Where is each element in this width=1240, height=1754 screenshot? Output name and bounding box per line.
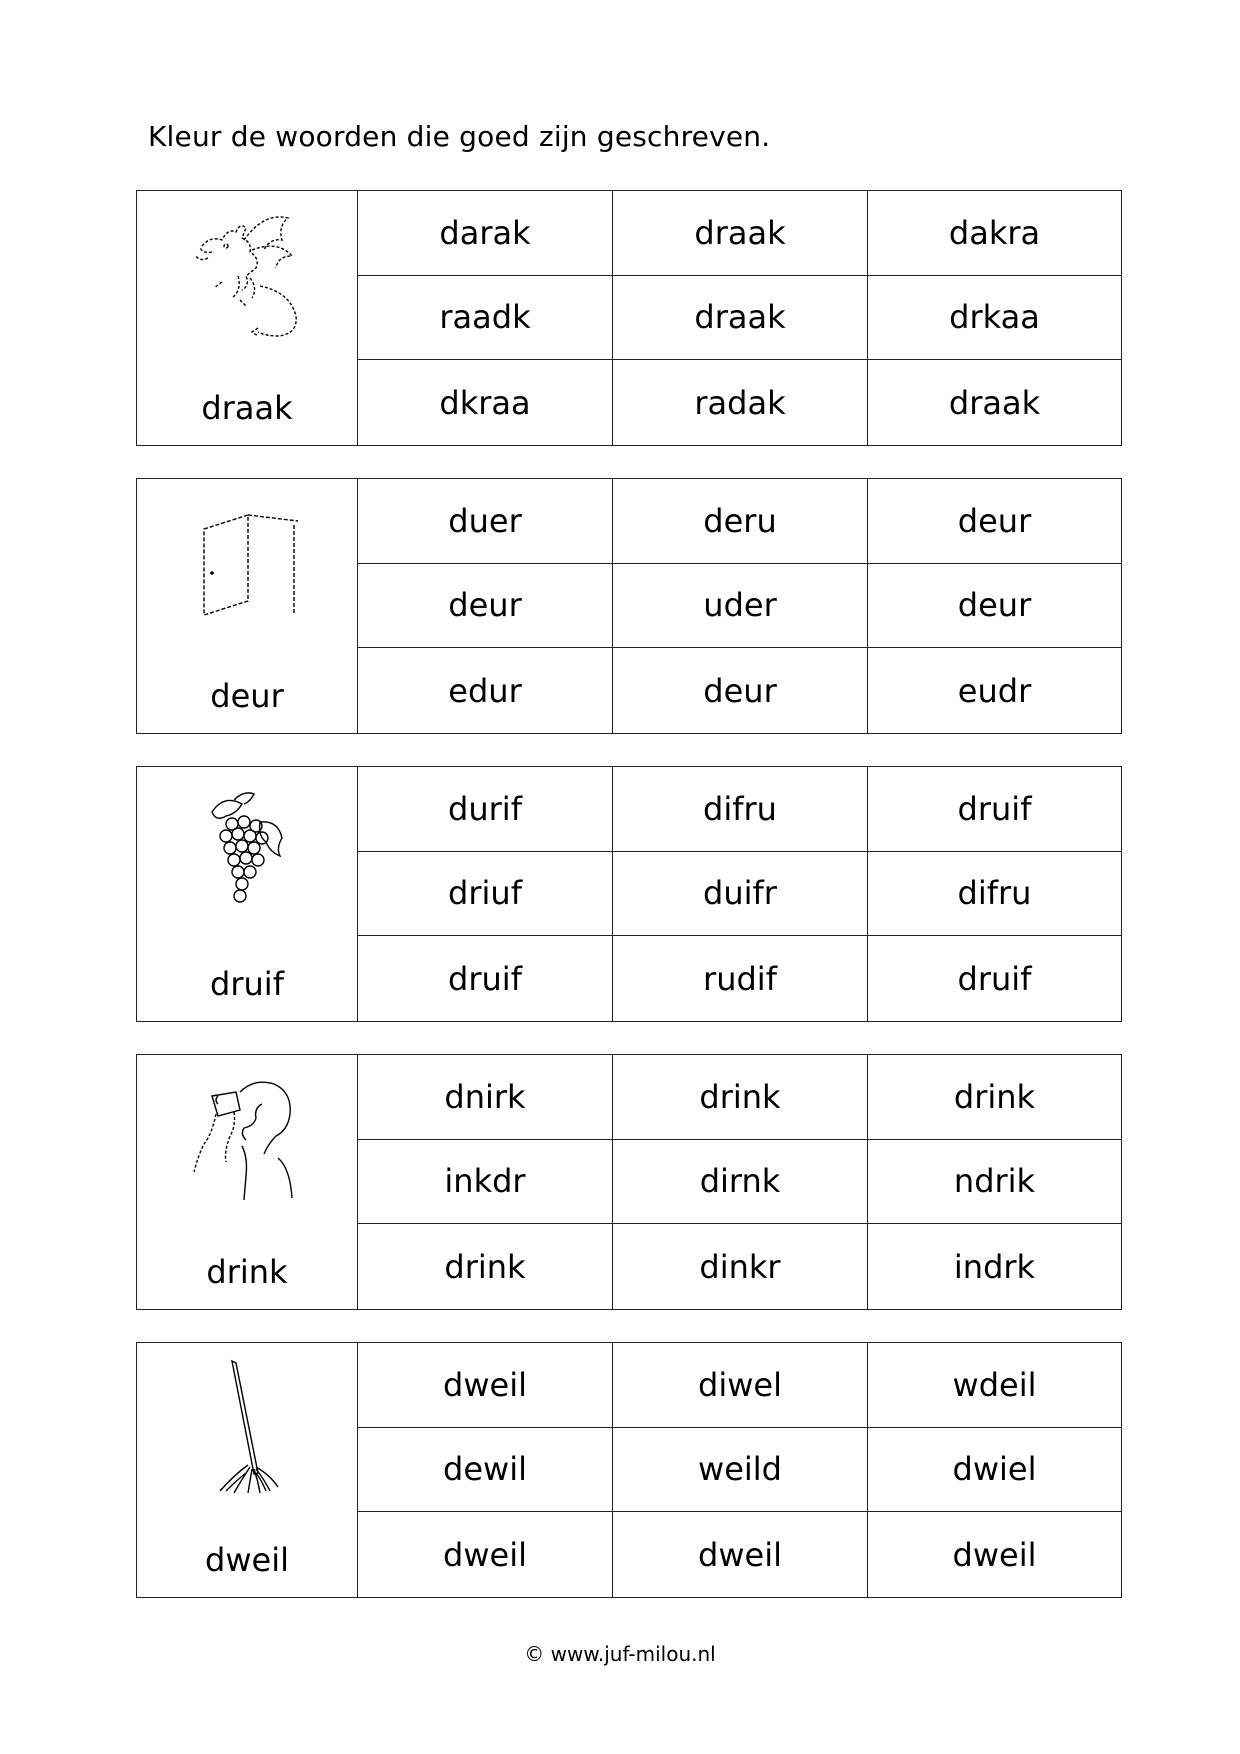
word-option[interactable]: edur [358, 648, 613, 733]
target-cell [137, 479, 358, 733]
dragon-icon [137, 201, 357, 351]
word-option[interactable]: dweil [358, 1343, 613, 1428]
word-option[interactable]: duifr [613, 852, 868, 937]
word-option[interactable]: druif [358, 936, 613, 1021]
target-cell [137, 1055, 358, 1309]
word-option[interactable]: deur [868, 564, 1121, 649]
target-word: druif [210, 964, 284, 1003]
copyright-footer: © www.juf-milou.nl [524, 1642, 716, 1666]
word-option[interactable]: dwiel [868, 1428, 1121, 1513]
target-cell [137, 191, 358, 445]
word-option[interactable]: druif [957, 959, 1032, 998]
exercise-drink [136, 1054, 1122, 1310]
target-cell [137, 1343, 358, 1597]
word-option[interactable]: durif [358, 767, 613, 852]
word-option[interactable]: ndrik [868, 1140, 1121, 1225]
word-option[interactable]: deru [613, 479, 868, 564]
word-option[interactable]: dinkr [613, 1224, 868, 1309]
word-option[interactable]: dnirk [358, 1055, 613, 1140]
exercise-dweil [136, 1342, 1122, 1598]
instruction-text: Kleur de woorden die goed zijn geschreven. [148, 120, 771, 153]
word-option[interactable]: difru [868, 852, 1121, 937]
exercise-deur [136, 478, 1122, 734]
target-word: drink [206, 1252, 288, 1291]
word-option[interactable]: diwel [613, 1343, 868, 1428]
word-option[interactable]: drkaa [868, 276, 1121, 361]
word-option[interactable]: drink [868, 1055, 1121, 1140]
word-option[interactable]: difru [613, 767, 868, 852]
word-option[interactable]: darak [358, 191, 613, 276]
word-option[interactable]: dweil [952, 1535, 1037, 1574]
word-option[interactable]: draak [613, 276, 868, 361]
word-option[interactable]: dkraa [358, 360, 613, 445]
word-option[interactable]: wdeil [868, 1343, 1121, 1428]
word-option[interactable]: deur [358, 564, 613, 649]
mop-icon [137, 1353, 357, 1503]
word-option[interactable]: dweil [613, 1512, 868, 1597]
word-option[interactable]: dewil [358, 1428, 613, 1513]
word-option[interactable]: radak [613, 360, 868, 445]
word-option[interactable]: rudif [613, 936, 868, 1021]
word-option[interactable]: deur [868, 479, 1121, 564]
grapes-icon [137, 777, 357, 927]
word-option[interactable]: duer [358, 479, 613, 564]
word-option[interactable]: uder [613, 564, 868, 649]
target-word: draak [201, 388, 293, 427]
word-option[interactable]: dweil [358, 1512, 613, 1597]
word-option[interactable]: draak [948, 383, 1041, 422]
word-option[interactable]: raadk [358, 276, 613, 361]
exercise-druif [136, 766, 1122, 1022]
word-option[interactable]: inkdr [358, 1140, 613, 1225]
word-option[interactable]: draak [613, 191, 868, 276]
word-option[interactable]: dakra [868, 191, 1121, 276]
word-option[interactable]: dirnk [613, 1140, 868, 1225]
word-option[interactable]: driuf [358, 852, 613, 937]
target-word: dweil [205, 1540, 289, 1579]
drinking-person-icon [137, 1065, 357, 1215]
word-option[interactable]: deur [613, 648, 868, 733]
word-option[interactable]: druif [868, 767, 1121, 852]
word-option[interactable]: drink [613, 1055, 868, 1140]
word-option[interactable]: drink [358, 1224, 613, 1309]
word-option[interactable]: indrk [953, 1247, 1036, 1286]
door-icon [137, 489, 357, 639]
word-option[interactable]: weild [613, 1428, 868, 1513]
exercise-draak [136, 190, 1122, 446]
target-cell [137, 767, 358, 1021]
word-option[interactable]: eudr [957, 671, 1032, 710]
target-word: deur [210, 676, 284, 715]
